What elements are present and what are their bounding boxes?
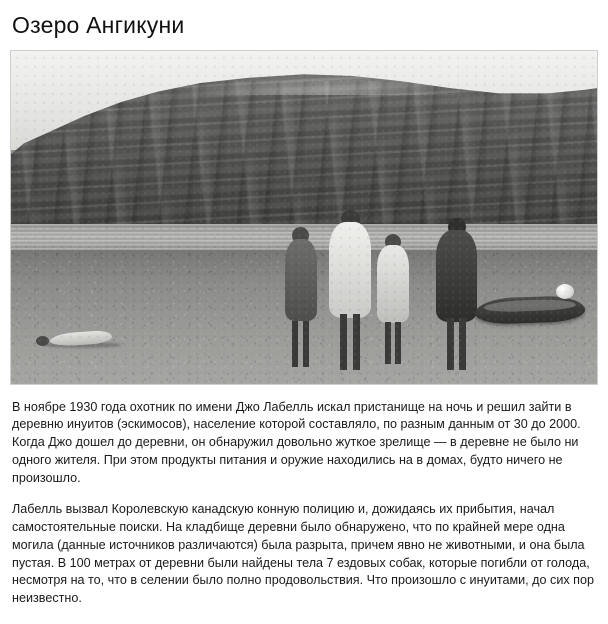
canoe-interior	[484, 299, 577, 313]
person-figure-4	[433, 218, 479, 370]
article-body	[10, 399, 598, 609]
white-object	[556, 284, 574, 299]
article-photo	[10, 50, 598, 385]
photo-scene	[11, 51, 597, 384]
person-leg-left	[292, 321, 298, 367]
person-leg-left	[385, 322, 391, 364]
person-figure-1	[281, 227, 321, 367]
prone-figure	[34, 330, 126, 348]
person-leg-left	[447, 318, 454, 370]
paragraph-1: В ноябре 1930 года охотник по имени Джо Лабелль искал пристанище на ночь и решил зайти в деревню инуитов (эскимосов), население которой составляло, по разным данным от 30 до 2000. Когда Джо дошел до деревни, он обнаружил довольно жуткое зрелище — в деревне не было ни одного жителя. При этом продукты питания и оружие находились на в домах, будто ничего не произошло.	[12, 399, 581, 486]
person-leg-left	[340, 314, 347, 370]
person-body	[377, 245, 409, 323]
page-title: Озеро Ангикуни	[12, 12, 185, 38]
person-body	[285, 239, 317, 321]
person-figure-3	[374, 234, 412, 364]
paragraph-2: Лабелль вызвал Королевскую канадскую конную полицию и, дожидаясь их прибытия, начал самостоятельные поиски. На кладбище деревни было обнаружено, что по крайней мере одна могила (данные источников различаются) была разрыта, причем явно не животными, и она была пустая. В 100 метрах от деревни были найдены тела 7 ездовых собак, которые погибли от голода, несмотря на то, что в селении было полно продовольствия. Что произошло с инуитами, до сих пор неизвестно.	[12, 501, 594, 606]
person-figure-2	[327, 210, 373, 370]
person-leg-right	[303, 321, 309, 367]
person-leg-right	[459, 318, 466, 370]
person-body	[436, 230, 477, 322]
person-leg-right	[395, 322, 401, 364]
person-leg-right	[353, 314, 360, 370]
person-body	[329, 222, 371, 318]
